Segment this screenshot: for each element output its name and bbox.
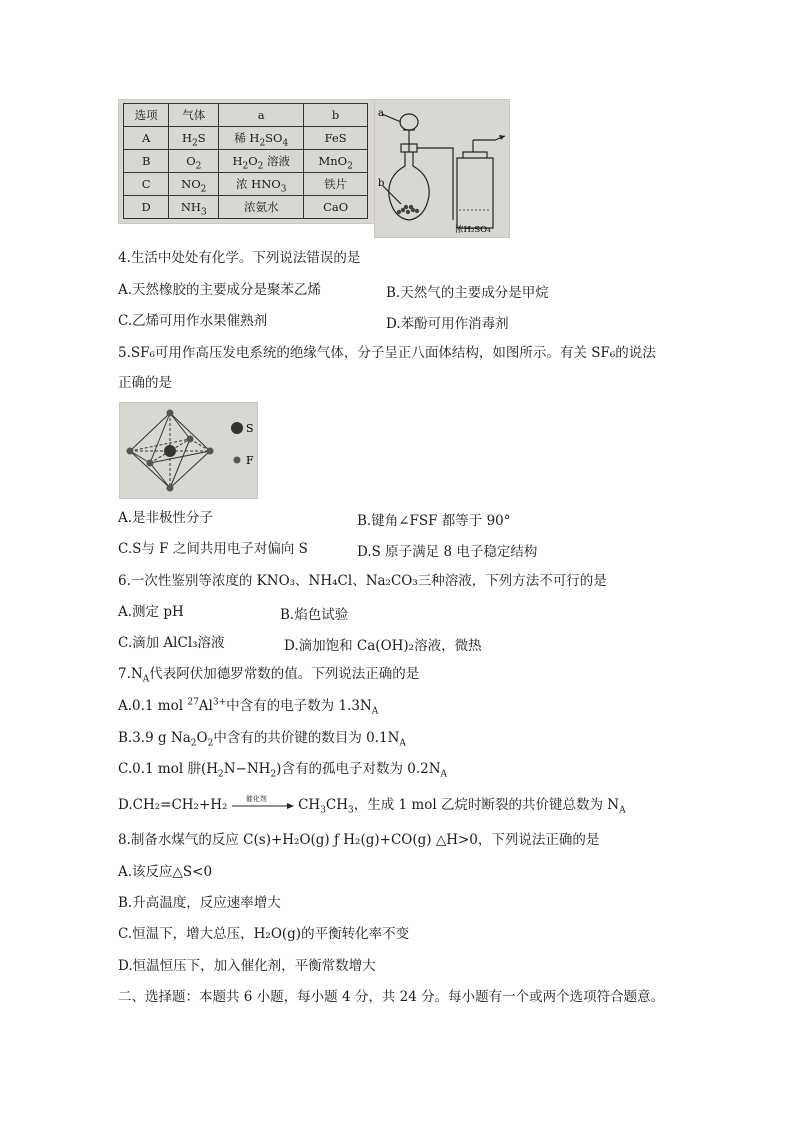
q8-option-a: A.该反应△S<0	[118, 864, 213, 880]
q7-stem: $7.N_A$代表阿伏加德罗常数的值。下列说法正确的是	[118, 666, 420, 685]
table-cell: 铁片	[304, 173, 368, 196]
label-b: b	[378, 178, 385, 189]
q4-option-c: C.乙烯可用作水果催熟剂	[118, 313, 268, 329]
q6-option-c: C.滴加 AlCl₃溶液	[118, 635, 225, 651]
table-header-row	[124, 104, 368, 127]
table-header-cell: 选项	[124, 104, 169, 127]
table-cell: 浓 $HNO_3$	[219, 173, 304, 196]
q7-option-b: B.3.9 g $Na_2O_2$中含有的共价键的数目为 $0.1N_A$	[118, 730, 406, 749]
table-cell: $H_2O_2$ 溶液	[219, 150, 304, 173]
q8-option-c: C.恒温下，增大总压，H₂O(g)的平衡转化率不变	[118, 926, 410, 942]
table-cell: A	[124, 127, 169, 150]
options-table	[123, 103, 368, 219]
q8-option-b: B.升高温度，反应速率增大	[118, 895, 281, 911]
table-cell: 稀 $H_2SO_4$	[219, 127, 304, 150]
q4-option-d: D.苯酚可用作消毒剂	[386, 316, 509, 332]
table-row	[124, 150, 368, 173]
q7-option-a: A.0.1 mol $^{27}Al^{3+}$中含有的电子数为 $1.3N_A$	[118, 697, 379, 717]
sf6-structure-photo	[119, 402, 258, 499]
q5-stem-cont: 正确的是	[118, 375, 172, 391]
reaction-arrow	[232, 794, 294, 812]
q7-option-d	[118, 796, 626, 814]
table-header-cell: a	[219, 104, 304, 127]
table-cell: $NO_2$	[169, 173, 219, 196]
q4-stem: 4.生活中处处有化学。下列说法错误的是	[118, 250, 361, 266]
table-cell: B	[124, 150, 169, 173]
q5-option-d: D.S 原子满足 8 电子稳定结构	[357, 544, 538, 560]
table-cell: C	[124, 173, 169, 196]
table-header-cell: 气体	[169, 104, 219, 127]
table-cell: D	[124, 196, 169, 219]
table-row	[124, 196, 368, 219]
table-row	[124, 173, 368, 196]
q6-option-d: D.滴加饱和 Ca(OH)₂溶液，微热	[284, 638, 482, 654]
table-row	[124, 127, 368, 150]
apparatus-photo	[374, 99, 510, 238]
q8-option-d: D.恒温恒压下，加入催化剂，平衡常数增大	[118, 958, 376, 974]
q6-option-b: B.焰色试验	[280, 607, 349, 623]
legend-f-label: F	[246, 454, 254, 467]
table-cell: 浓氨水	[219, 196, 304, 219]
q5-stem: 5.SF₆可用作高压发电系统的绝缘气体，分子呈正八面体结构，如图所示。有关 SF₆的说法	[118, 345, 656, 361]
q5-option-b: B.键角∠FSF 都等于 90°	[357, 513, 511, 529]
label-a: a	[378, 108, 384, 119]
q8-stem: 8.制备水煤气的反应 C(s)+H₂O(g) ƒ H₂(g)+CO(g) △H>0，下列说法正确的是	[118, 832, 600, 848]
legend-s-label: S	[246, 422, 254, 435]
q5-option-c: C.S与 F 之间共用电子对偏向 S	[118, 541, 308, 557]
arrow-icon	[232, 800, 294, 812]
q6-option-a: A.测定 pH	[118, 604, 184, 620]
gas-apparatus-diagram	[375, 100, 509, 237]
q6-stem: 6.一次性鉴别等浓度的 KNO₃、NH₄Cl、Na₂CO₃三种溶液，下列方法不可行的是	[118, 573, 607, 589]
q7-d-products: $CH_3CH_3$，生成 1 mol 乙烷时断裂的共价键总数为 $N_A$	[298, 797, 626, 816]
catalyst-label: 催化剂	[245, 794, 267, 803]
bottle-label: 浓H₂SO₄	[455, 225, 491, 235]
table-cell: FeS	[304, 127, 368, 150]
q4-option-a: A.天然橡胶的主要成分是聚苯乙烯	[118, 282, 322, 298]
table-cell: $NH_3$	[169, 196, 219, 219]
table-cell: CaO	[304, 196, 368, 219]
table-cell: $H_2S$	[169, 127, 219, 150]
q5-option-a: A.是非极性分子	[118, 510, 214, 526]
sf6-octahedron-diagram	[120, 403, 257, 498]
options-table-photo	[118, 99, 375, 224]
section-heading: 二、选择题：本题共 6 小题，每小题 4 分，共 24 分。每小题有一个或两个选项符合题意。	[118, 989, 665, 1005]
q7-d-reactants: D.CH₂=CH₂+H₂	[118, 797, 228, 813]
table-cell: MnO$_2$	[304, 150, 368, 173]
table-header-cell: b	[304, 104, 368, 127]
q7-option-c: C.0.1 mol 肼$(H_2N-NH_2)$含有的孤电子对数为 $0.2N_A$	[118, 761, 448, 780]
q4-option-b: B.天然气的主要成分是甲烷	[386, 285, 549, 301]
table-cell: $O_2$	[169, 150, 219, 173]
